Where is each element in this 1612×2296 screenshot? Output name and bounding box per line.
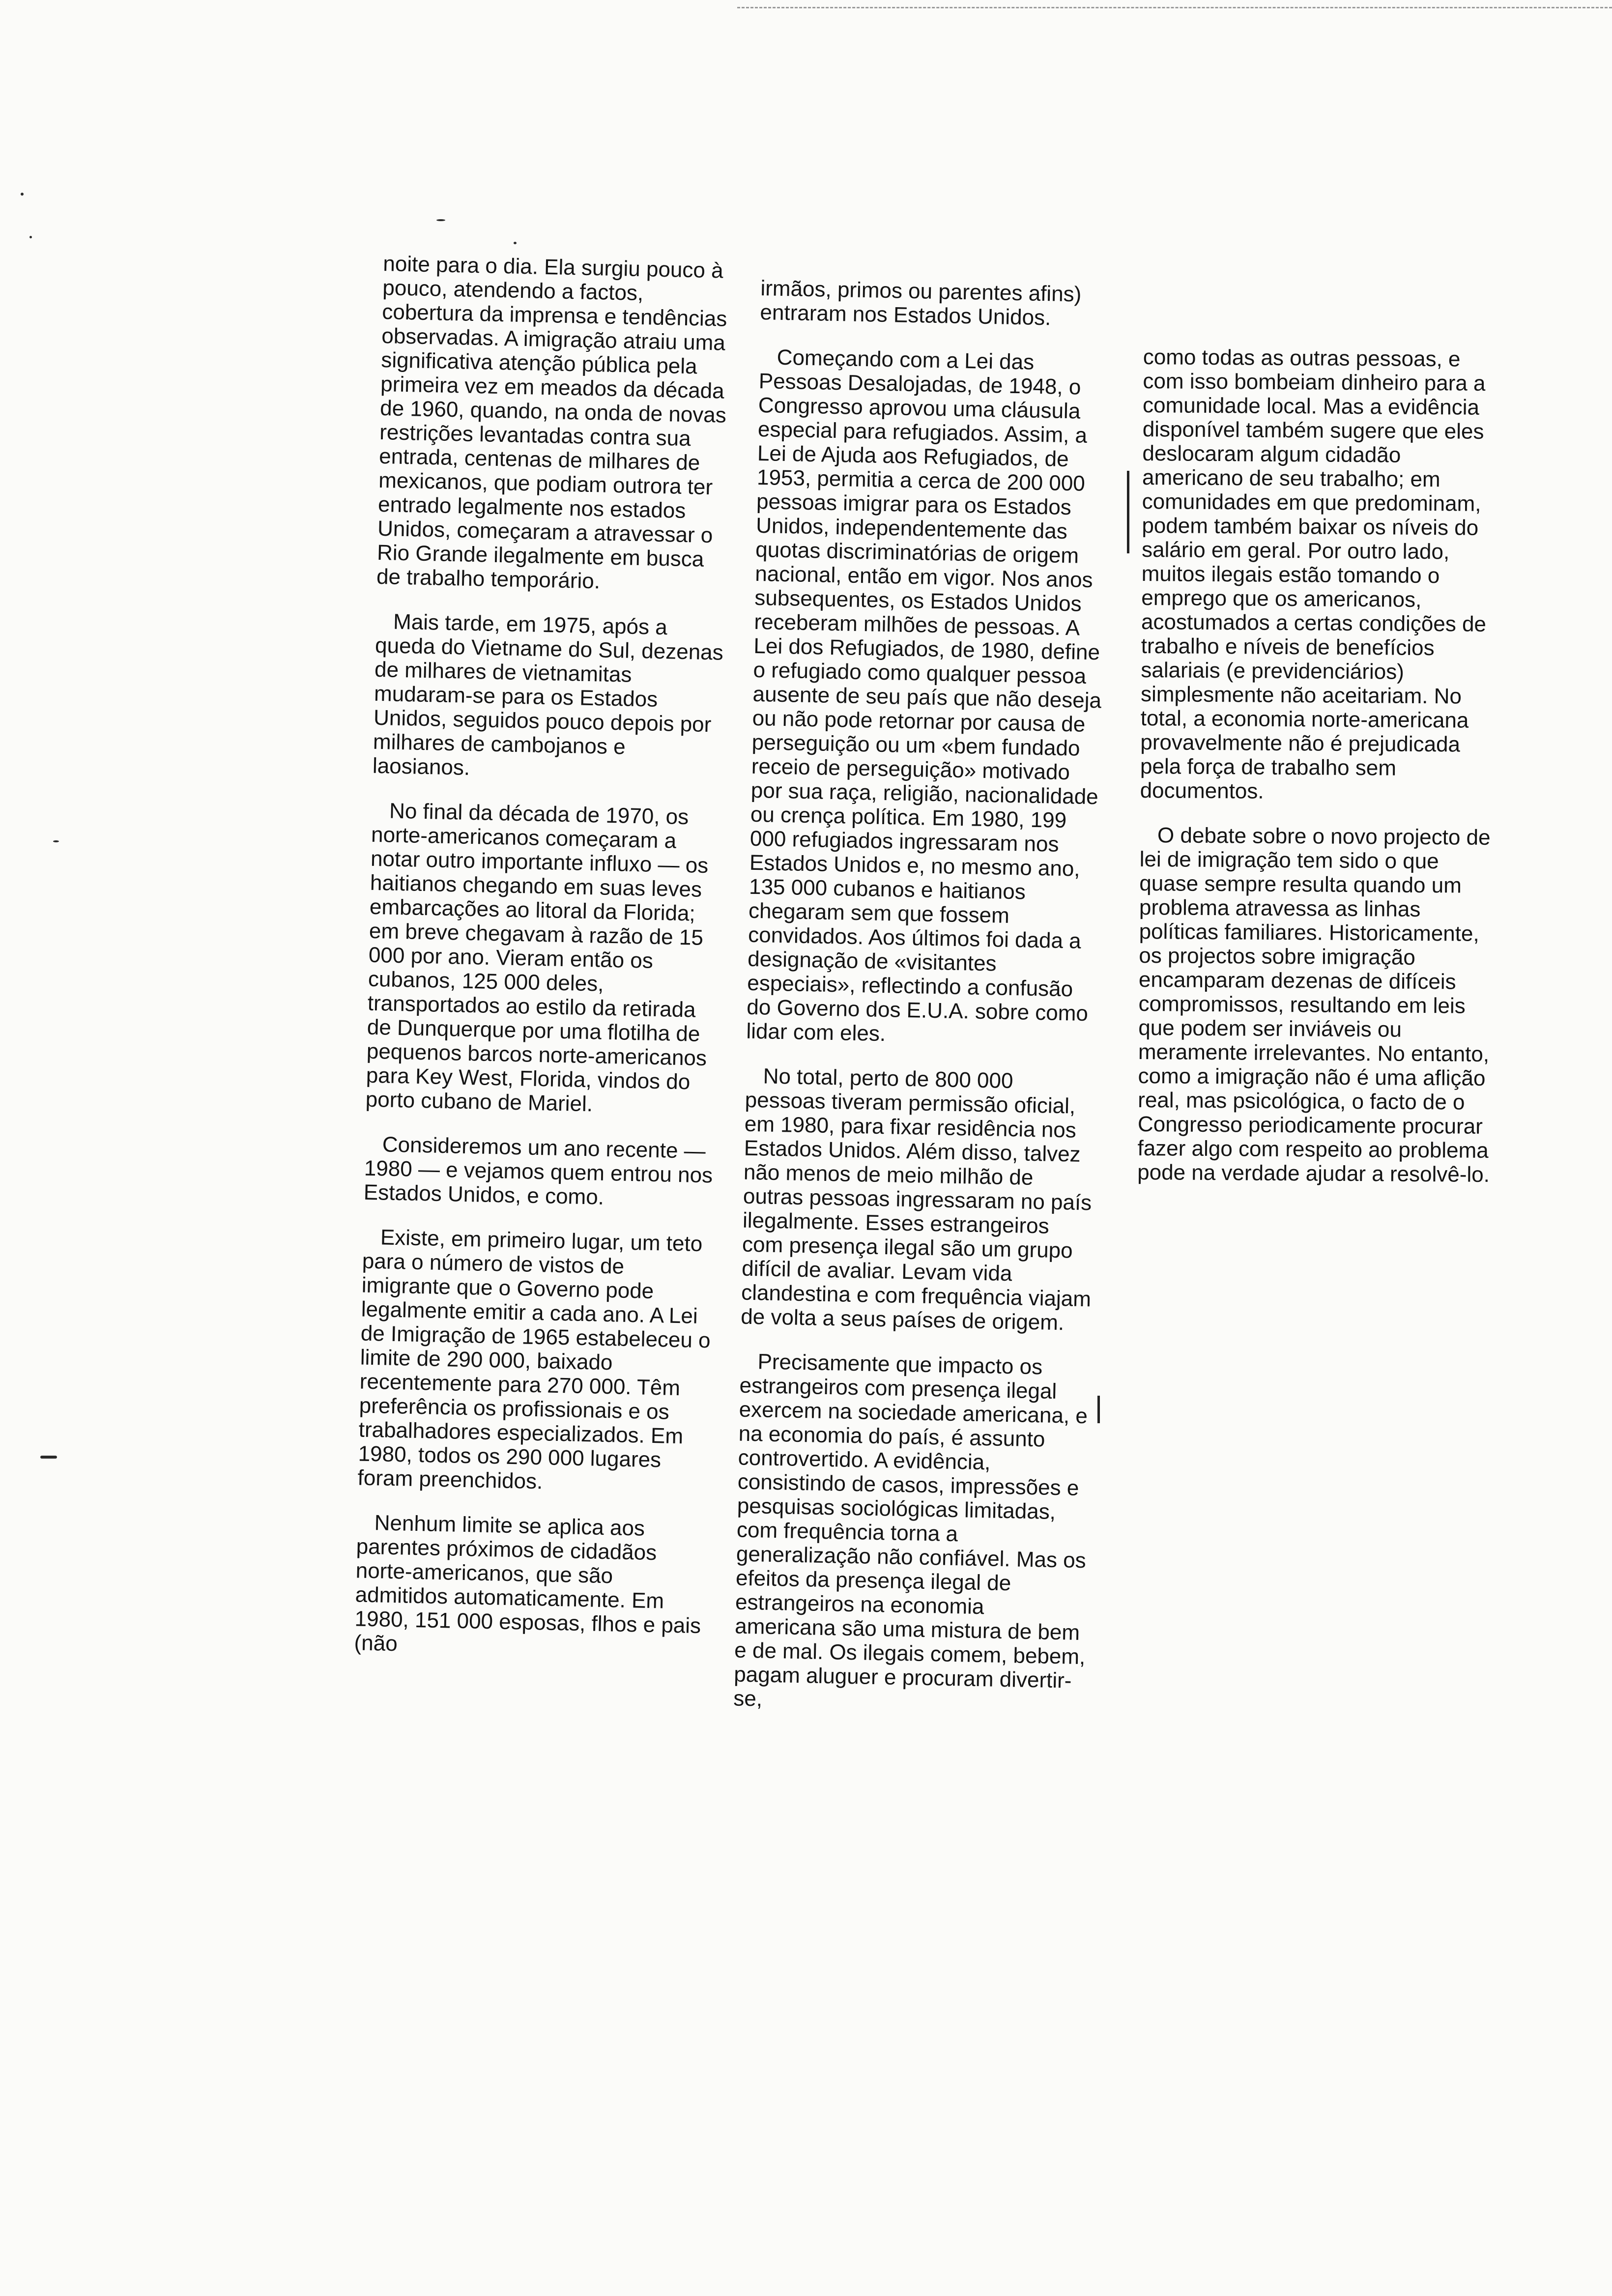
top-border-dashes bbox=[737, 7, 1612, 10]
margin-mark bbox=[1127, 471, 1129, 553]
scan-speck bbox=[21, 193, 24, 196]
paragraph: como todas as outras pessoas, e com isso bombeiam dinheiro para a comunidade local. Mas a evidência disponível também sugere que eles deslocaram algum cidadão americano de seu trabalho; em comunidades em que predominam, podem também baixar os níveis do salário em geral. Por outro lado, muitos ilegais estão tomando o emprego que os americanos, acostumados a certas condições de trabalho e níveis de benefícios salariais (e previdenciários) simplesmente não aceitariam. No total, a economia norte-americana provavelmente não é prejudicada pela força de trabalho sem documentos. bbox=[1140, 345, 1487, 804]
paragraph: O debate sobre o novo projecto de lei de imigração tem sido o que quase sempre resulta quando um problema atravessa as linhas políticas familiares. Historicamente, os projectos sobre imigração encamparam dezenas de difíceis compromissos, resultando em leis que podem ser inviáveis ou meramente irrelevantes. No entanto, como a imigração não é uma aflição real, mas psicológica, o facto de o Congresso periodicamente procurar fazer algo com respeito ao problema pode na verdade ajudar a resolvê-lo. bbox=[1137, 823, 1491, 1187]
paragraph: No final da década de 1970, os norte-americanos começaram a notar outro importante influxo — os haitianos chegando em suas leves embarcações ao litoral da Florida; em breve chegavam à razão de 15 000 por ano. Vieram então os cubanos, 125 000 deles, transportados ao estilo da retirada de Dunquerque por uma flotilha de pequenos barcos norte-americanos para Key West, Florida, vindos do porto cubano de Mariel. bbox=[365, 799, 709, 1117]
paragraph: Nenhum limite se aplica aos parentes próximos de cidadãos norte-americanos, que são admitidos automaticamente. Em 1980, 151 000 esposas, flhos e pais (não bbox=[354, 1511, 701, 1656]
scan-speck bbox=[514, 242, 517, 244]
article-column-3 bbox=[1137, 345, 1499, 1207]
article-column-1 bbox=[353, 252, 737, 1683]
scan-speck bbox=[29, 236, 32, 238]
scan-speck bbox=[40, 1456, 57, 1459]
paragraph: No total, perto de 800 000 pessoas tiveram permissão oficial, em 1980, para fixar residência nos Estados Unidos. Além disso, talvez não menos de meio milhão de outras pessoas ingressaram no país ilegalmente. Esses estrangeiros com presença ilegal são um grupo difícil de avaliar. Levam vida clandestina e com frequência viajam de volta a seus países de origem. bbox=[740, 1064, 1092, 1335]
paragraph: Precisamente que impacto os estrangeiros com presença ilegal exercem na sociedade americana, e na economia do país, é assunto controvertido. A evidência, consistindo de casos, impressões e pesquisas sociológicas limitadas, com frequência torna a generalização não confiável. Mas os efeitos da presença ilegal de estrangeiros na economia americana são uma mistura de bem e de mal. Os ilegais comem, bebem, pagam aluguer e procuram divertir-se, bbox=[733, 1349, 1088, 1711]
paragraph: noite para o dia. Ela surgiu pouco à pouco, atendendo a factos, cobertura da imprensa e tendências observadas. A imigração atraiu uma significativa atenção pública pela primeira vez em meados da década de 1960, quando, na onda de novas restrições levantadas contra sua entrada, centenas de milhares de mexicanos, que podiam outrora ter entrado legalmente nos estados Unidos, começaram a atravessar o Rio Grande ilegalmente em busca de trabalho temporário. bbox=[376, 252, 727, 594]
paragraph: Existe, em primeiro lugar, um teto para o número de vistos de imigrante que o Governo pode legalmente emitir a cada ano. A Lei de Imigração de 1965 estabeleceu o limite de 290 000, baixado recentemente para 270 000. Têm preferência os profissionais e os trabalhadores especializados. Em 1980, todos os 290 000 lugares foram preenchidos. bbox=[357, 1225, 711, 1494]
paragraph: Consideremos um ano recente — 1980 — e vejamos quem entrou nos Estados Unidos, e como. bbox=[363, 1132, 713, 1209]
paragraph: Começando com a Lei das Pessoas Desalojadas, de 1948, o Congresso aprovou uma cláusula especial para refugiados. Assim, a Lei de Ajuda aos Refugiados, de 1953, permitia a cerca de 200 000 pessoas imigrar para os Estados Unidos, independentemente das quotas discriminatórias de origem nacional, então em vigor. Nos anos subsequentes, os Estados Unidos receberam milhões de pessoas. A Lei dos Refugiados, de 1980, define o refugiado como qualquer pessoa ausente de seu país que não deseja ou não pode retornar por causa de perseguição ou um «bem fundado receio de perseguição» motivado por sua raça, religião, nacionalidade ou crença política. Em 1980, 199 000 refugiados ingressaram nos Estados Unidos e, no mesmo ano, 135 000 cubanos e haitianos chegaram sem que fossem convidados. Aos últimos foi dada a designação de «visitantes especiais», reflectindo a confusão do Governo dos E.U.A. sobre como lidar com eles. bbox=[746, 345, 1102, 1046]
margin-mark bbox=[1097, 1396, 1100, 1423]
scan-speck bbox=[53, 840, 59, 842]
scan-speck bbox=[436, 219, 445, 221]
paragraph: Mais tarde, em 1975, após a queda do Vietname do Sul, dezenas de milhares de vietnamitas mudaram-se para os Estados Unidos, seguidos pouco depois por milhares de cambojanos e laosianos. bbox=[372, 609, 724, 780]
paragraph: irmãos, primos ou parentes afins) entraram nos Estados Unidos. bbox=[760, 276, 1082, 330]
article-column-2 bbox=[733, 276, 1112, 1738]
